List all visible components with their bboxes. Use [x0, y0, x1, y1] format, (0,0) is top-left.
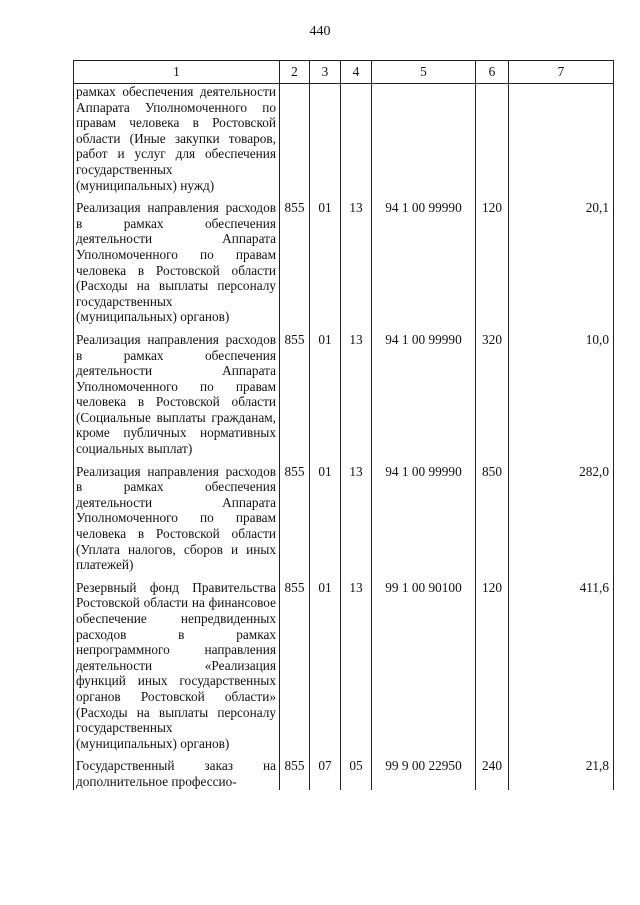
header-col-5: 5 [372, 61, 476, 84]
header-col-6: 6 [476, 61, 509, 84]
row-type [476, 84, 509, 201]
row-amount: 21,8 [509, 758, 614, 789]
row-ministry [280, 84, 310, 201]
row-ministry: 855 [280, 332, 310, 464]
header-col-3: 3 [310, 61, 341, 84]
header-col-1: 1 [74, 61, 280, 84]
row-subsection: 05 [341, 758, 372, 789]
budget-table [73, 60, 614, 790]
row-amount: 282,0 [509, 464, 614, 580]
row-amount: 20,1 [509, 200, 614, 332]
header-col-7: 7 [509, 61, 614, 84]
row-type: 120 [476, 200, 509, 332]
row-amount: 411,6 [509, 580, 614, 759]
row-amount [509, 84, 614, 201]
row-target: 99 9 00 22950 [372, 758, 476, 789]
row-description: Реализация направления расходов в рамках обеспечения деятельности Аппарата Уполномоченного по правам человека в Ростовской области (Социальные выплаты гражданам, кроме публичных нормативных социальных выплат) [74, 332, 280, 464]
row-ministry: 855 [280, 758, 310, 789]
row-target: 94 1 00 99990 [372, 332, 476, 464]
row-subsection: 13 [341, 464, 372, 580]
row-amount: 10,0 [509, 332, 614, 464]
row-ministry: 855 [280, 200, 310, 332]
row-section: 07 [310, 758, 341, 789]
row-target: 99 1 00 90100 [372, 580, 476, 759]
table-row [74, 332, 614, 464]
table-row [74, 580, 614, 759]
row-type: 850 [476, 464, 509, 580]
row-section: 01 [310, 580, 341, 759]
table-row [74, 758, 614, 789]
row-description: Государственный заказ на дополнительное профессио- [74, 758, 280, 789]
row-target: 94 1 00 99990 [372, 200, 476, 332]
row-description: Резервный фонд Правительства Ростовской области на финансовое обеспечение непредвиденных расходов в рамках непрограммного направления деятельности «Реализация функций иных государственных органов Ростовской области» (Расходы на выплаты персоналу государственных (муниципальных) органов) [74, 580, 280, 759]
row-subsection [341, 84, 372, 201]
header-col-4: 4 [341, 61, 372, 84]
row-description: рамках обеспечения деятельности Аппарата Уполномоченного по правам человека в Ростовской области (Иные закупки товаров, работ и услуг для обеспечения государственных (муниципальных) нужд) [74, 84, 280, 201]
row-ministry: 855 [280, 580, 310, 759]
row-type: 240 [476, 758, 509, 789]
header-col-2: 2 [280, 61, 310, 84]
row-subsection: 13 [341, 580, 372, 759]
table-row [74, 200, 614, 332]
row-type: 320 [476, 332, 509, 464]
row-target: 94 1 00 99990 [372, 464, 476, 580]
row-subsection: 13 [341, 332, 372, 464]
header-row [74, 61, 614, 84]
row-section: 01 [310, 200, 341, 332]
row-target [372, 84, 476, 201]
row-section [310, 84, 341, 201]
row-description: Реализация направления расходов в рамках обеспечения деятельности Аппарата Уполномоченного по правам человека в Ростовской области (Уплата налогов, сборов и иных платежей) [74, 464, 280, 580]
row-section: 01 [310, 332, 341, 464]
table-row [74, 84, 614, 201]
row-description: Реализация направления расходов в рамках обеспечения деятельности Аппарата Уполномоченного по правам человека в Ростовской области (Расходы на выплаты персоналу государственных (муниципальных) органов) [74, 200, 280, 332]
row-type: 120 [476, 580, 509, 759]
row-section: 01 [310, 464, 341, 580]
row-ministry: 855 [280, 464, 310, 580]
row-subsection: 13 [341, 200, 372, 332]
page-number: 440 [309, 24, 331, 39]
table-row [74, 464, 614, 580]
